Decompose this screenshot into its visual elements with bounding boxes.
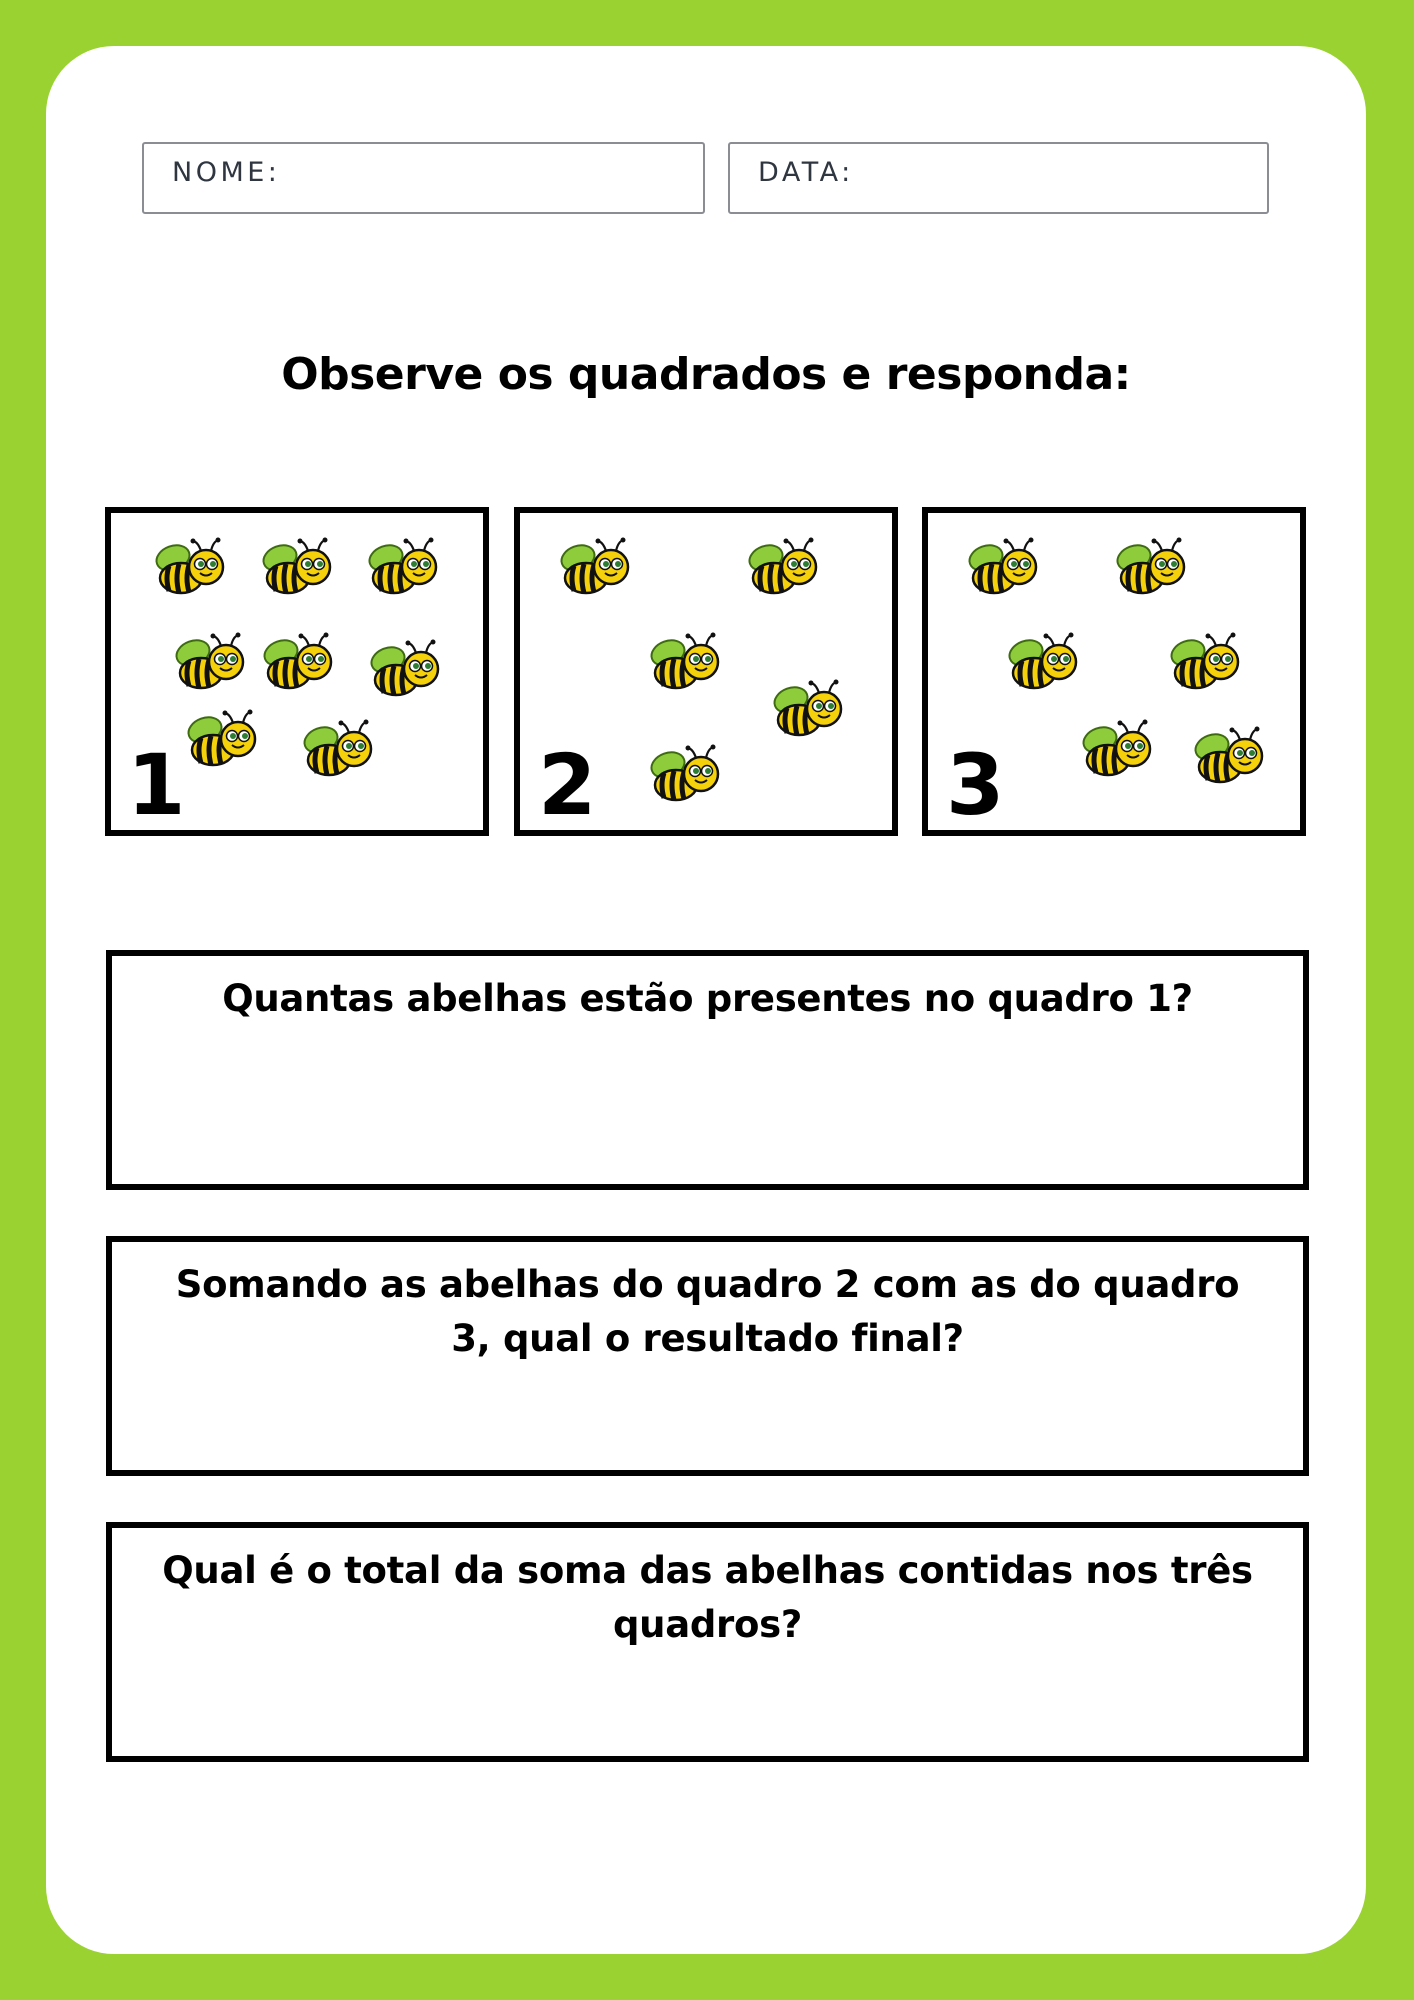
frame-number: 2 [538, 736, 597, 834]
question-text: Quantas abelhas estão presentes no quadro 1? [222, 977, 1193, 1020]
question-text: Qual é o total da soma das abelhas contidas nos três quadros? [162, 1549, 1253, 1646]
question-box-3[interactable] [106, 1522, 1309, 1762]
bee-icon [556, 534, 634, 604]
frame-3 [922, 507, 1306, 836]
page-title: Observe os quadrados e responda: [281, 349, 1131, 400]
bee-icon [366, 636, 444, 706]
frame-2 [514, 507, 898, 836]
bee-icon [646, 741, 724, 811]
name-field[interactable] [142, 142, 705, 214]
question-box-1[interactable] [106, 950, 1309, 1190]
bee-icon [183, 706, 261, 776]
date-label: DATA: [758, 157, 854, 188]
bee-icon [151, 534, 229, 604]
date-field[interactable] [728, 142, 1269, 214]
bee-icon [1166, 629, 1244, 699]
bee-icon [1078, 716, 1156, 786]
frame-number: 3 [946, 736, 1005, 834]
bee-icon [171, 629, 249, 699]
bee-icon [259, 629, 337, 699]
question-box-2[interactable] [106, 1236, 1309, 1476]
bee-icon [299, 716, 377, 786]
bee-icon [1112, 534, 1190, 604]
bee-icon [744, 534, 822, 604]
bee-icon [964, 534, 1042, 604]
bee-icon [1190, 723, 1268, 793]
bee-icon [769, 676, 847, 746]
worksheet [46, 46, 1366, 1954]
bee-icon [258, 534, 336, 604]
bee-icon [646, 629, 724, 699]
frame-1 [105, 507, 489, 836]
bee-icon [1004, 629, 1082, 699]
name-label: NOME: [172, 157, 281, 188]
question-text: Somando as abelhas do quadro 2 com as do quadro 3, qual o resultado final? [175, 1263, 1240, 1360]
frame-number: 1 [127, 736, 186, 834]
bee-icon [364, 534, 442, 604]
